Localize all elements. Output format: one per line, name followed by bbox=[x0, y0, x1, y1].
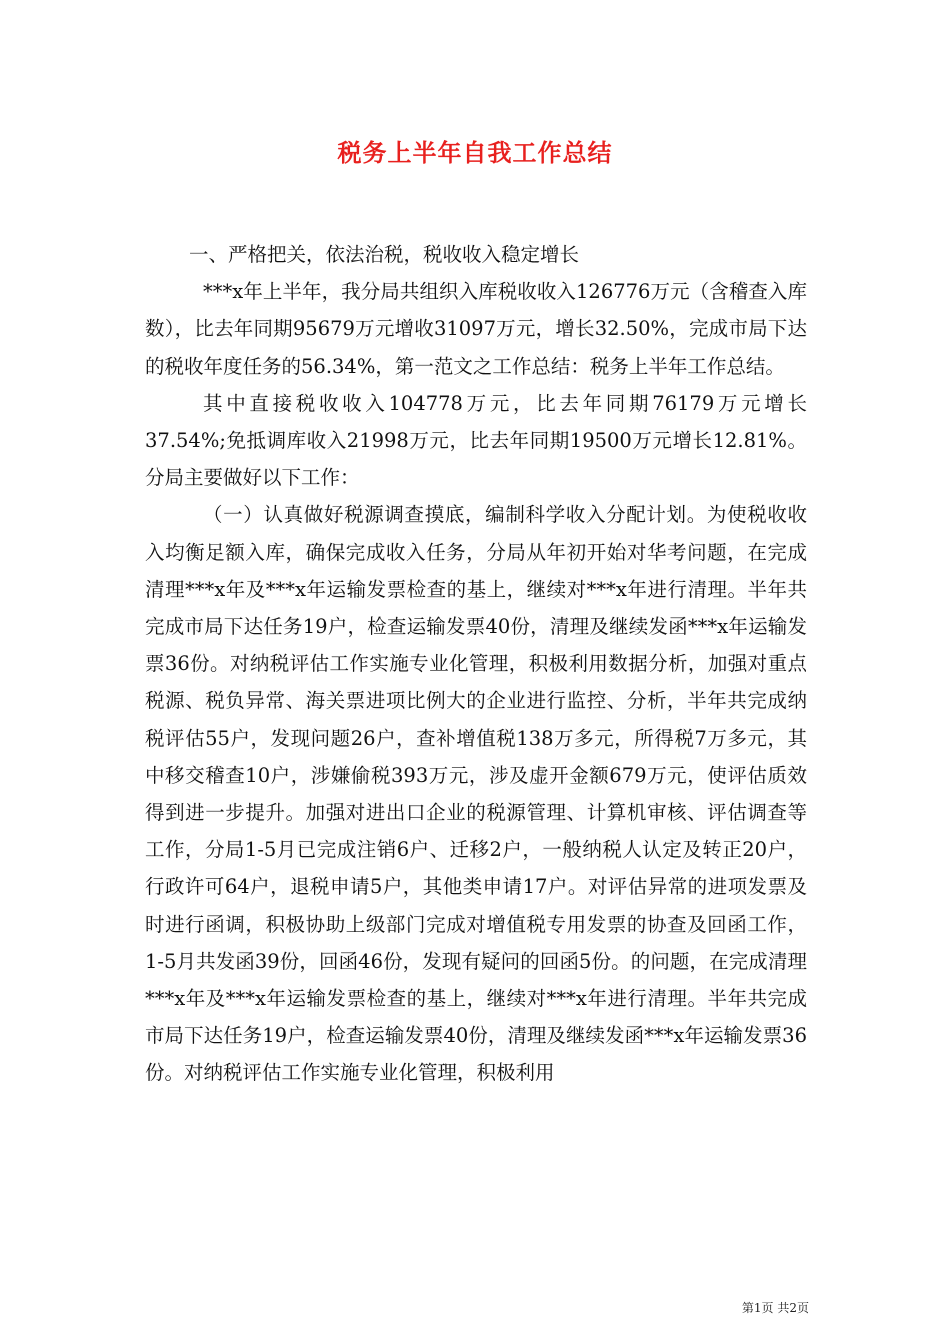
section-heading: 一、严格把关，依法治税，税收收入稳定增长 bbox=[189, 243, 580, 266]
paragraph-subsection-one: （一）认真做好税源调查摸底，编制科学收入分配计划。为使税收收入均衡足额入库，确保完成收入任务，分局从年初开始对华考问题，在完成清理***x年及***x年运输发票检查的基上，继续对***x年进行清理。半年共完成市局下达任务19户，检查运输发票40份，清理及继续发函***x年运输发票36份。对纳税评估工作实施专业化管理，积极利用数据分析，加强对重点税源、税负异常、海关票进项比例大的企业进行监控、分析，半年共完成纳税评估55户，发现问题26户，查补增值税138万多元，所得税7万多元，其中移交稽查10户，涉嫌偷税393万元，涉及虚开金额679万元，使评估质效得到进一步提升。加强对进出口企业的税源管理、计算机审核、评估调查等工作，分局1-5月已完成注销6户、迁移2户，一般纳税人认定及转正20户，行政许可64户，退税申请5户，其他类申请17户。对评估异常的进项发票及时进行函调，积极协助上级部门完成对增值税专用发票的协查及回函工作，1-5月共发函39份，回函46份，发现有疑问的回函5份。的问题，在完成清理***x年及***x年运输发票检查的基上，继续对***x年进行清理。半年共完成市局下达任务19户，检查运输发票40份，清理及继续发函***x年运输发票36份。对纳税评估工作实施专业化管理，积极利用 bbox=[145, 503, 807, 1085]
paragraph-direct-revenue: 其中直接税收收入104778万元，比去年同期76179万元增长37.54%;免抵调库收入21998万元，比去年同期19500万元增长12.81%。分局主要做好以下工作： bbox=[145, 391, 807, 490]
document-title: 税务上半年自我工作总结 bbox=[337, 138, 613, 167]
document-body bbox=[145, 236, 807, 1092]
page-number: 第1页 共2页 bbox=[741, 1301, 809, 1315]
paragraph-revenue-summary: ***x年上半年，我分局共组织入库税收收入126776万元（含稽查入库数），比去年同期95679万元增收31097万元，增长32.50%，完成市局下达的税收年度任务的56.34%，第一范文之工作总结：税务上半年工作总结。 bbox=[145, 280, 807, 378]
